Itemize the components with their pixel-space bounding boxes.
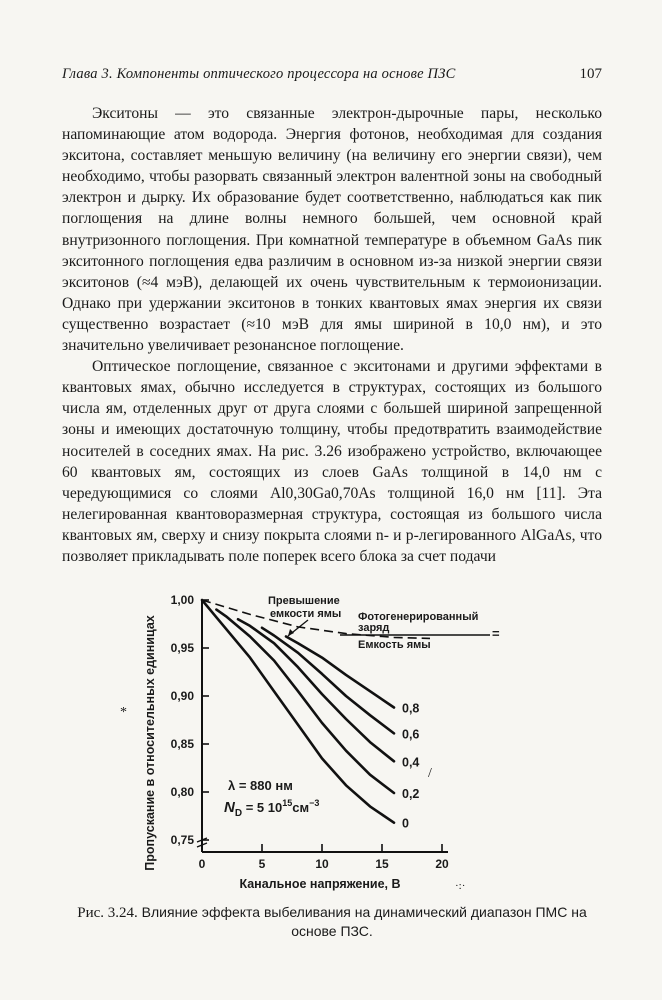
body-text xyxy=(62,103,602,567)
x-tick-label: 20 xyxy=(435,857,449,871)
caption-number: Рис. 3.24. xyxy=(77,905,138,921)
doping-value: = 5 10 xyxy=(242,800,283,815)
overfill-label-line1: Превышение xyxy=(268,595,340,607)
y-tick-label: 0,75 xyxy=(170,833,194,847)
photocharge-label-line1: Фотогенерированный xyxy=(358,611,479,623)
curve-label: 0,6 xyxy=(402,727,420,742)
print-speck-right: / xyxy=(428,766,432,781)
overfill-label-line2: емкости ямы xyxy=(270,608,342,620)
transmission-chart xyxy=(130,588,530,908)
y-axis-label: Пропускание в относительных единицах xyxy=(143,615,157,871)
x-tick-label: 5 xyxy=(258,857,266,871)
curve-label: 0 xyxy=(402,816,409,831)
y-tick-label: 0,80 xyxy=(170,785,194,799)
paragraph-2-text: Оптическое поглощение, связанное с экситонами и другими эффектами в квантовых ямах, обычно исследуется в структурах, состоящих из большого числа ям, отделенных друг от друга слоями с большей шириной запрещенной зоны и имеющих достаточную толщину, чтобы предотвратить взаимодействие носителей в соседних ямах. На рис. 3.26 изображено устройство, включающее 60 квантовых ям, состоящих из слоев GaAs толщиной в 14,0 нм с чередующимися со слоями Al0,30Ga0,70As толщиной 16,0 нм [11]. Эта нелегированная квантоворазмерная структура, состоящая из большого числа квантовых ям, сверху и снизу покрыта слоями n- и p-легированного AlGaAs, что позволяет прикладывать поле поперек всего блока за счет подачи xyxy=(62,358,602,565)
paragraph-1-text: Экситоны — это связанные электрон-дырочные пары, несколько напоминающие атом водорода. Энергия фотонов, необходимая для создания экситона, составляет меньшую величину (на величину его энергии связи), чем необходимо, чтобы разорвать связанный электрон валентной зоны на свободный электрон и дырку. Их образование будет соответственно, наблюдаться как пик поглощения на длине волны немного большей, чем основной край внутризонного поглощения. При комнатной температуре в объемном GaAs пик экситонного поглощения едва различим в основном из-за низкой энергии связи экситонов (≈4 мэВ), делающей их очень чувствительным к термоионизации. Однако при удержании экситонов в тонких квантовых ямах энергия их связи существенно возрастает (≈10 мэВ для ямы шириной в 10,0 нм), и это значительно увеличивает резонансное поглощение. xyxy=(62,105,602,355)
paragraph-excitons xyxy=(62,103,602,356)
y-tick-label: 0,85 xyxy=(170,737,194,751)
overfill-arrowhead xyxy=(288,629,294,636)
doping-unit-exponent: −3 xyxy=(309,798,320,808)
capacity-label: Емкость ямы xyxy=(358,639,431,651)
running-header xyxy=(62,66,602,90)
y-tick-label: 0,95 xyxy=(170,641,194,655)
x-axis-label: Канальное напряжение, В xyxy=(239,877,401,891)
doping-label xyxy=(224,798,319,819)
curve-label: 0,2 xyxy=(402,786,420,801)
doping-unit: см xyxy=(292,800,310,815)
doping-symbol: N xyxy=(224,799,235,816)
equals-sign: = xyxy=(492,626,500,641)
page-number: 107 xyxy=(579,66,602,82)
curve-label: 0,8 xyxy=(402,701,420,716)
caption-text: Влияние эффекта выбеливания на динамический диапазон ПМС на основе ПЗС. xyxy=(141,904,587,939)
x-tick-label: 15 xyxy=(375,857,389,871)
wavelength-label: λ = 880 нм xyxy=(228,778,293,793)
doping-subscript: D xyxy=(234,808,243,819)
x-tick-label: 0 xyxy=(198,857,206,871)
doping-exponent: 15 xyxy=(282,798,293,808)
y-tick-label: 0,90 xyxy=(170,689,194,703)
y-tick-label: 1,00 xyxy=(170,593,194,607)
figure-3-24 xyxy=(130,588,530,908)
curve-label: 0,4 xyxy=(402,755,420,770)
figure-caption xyxy=(62,903,602,940)
curve-1 xyxy=(216,610,394,793)
print-speck-dots: ·:· xyxy=(455,880,466,892)
x-tick-label: 10 xyxy=(315,857,329,871)
paragraph-optical-absorption xyxy=(62,356,602,567)
photocharge-label-line2: заряд xyxy=(358,622,390,634)
chapter-title: Глава 3. Компоненты оптического процессора на основе ПЗС xyxy=(62,66,456,82)
print-speck-left: * xyxy=(120,705,127,720)
